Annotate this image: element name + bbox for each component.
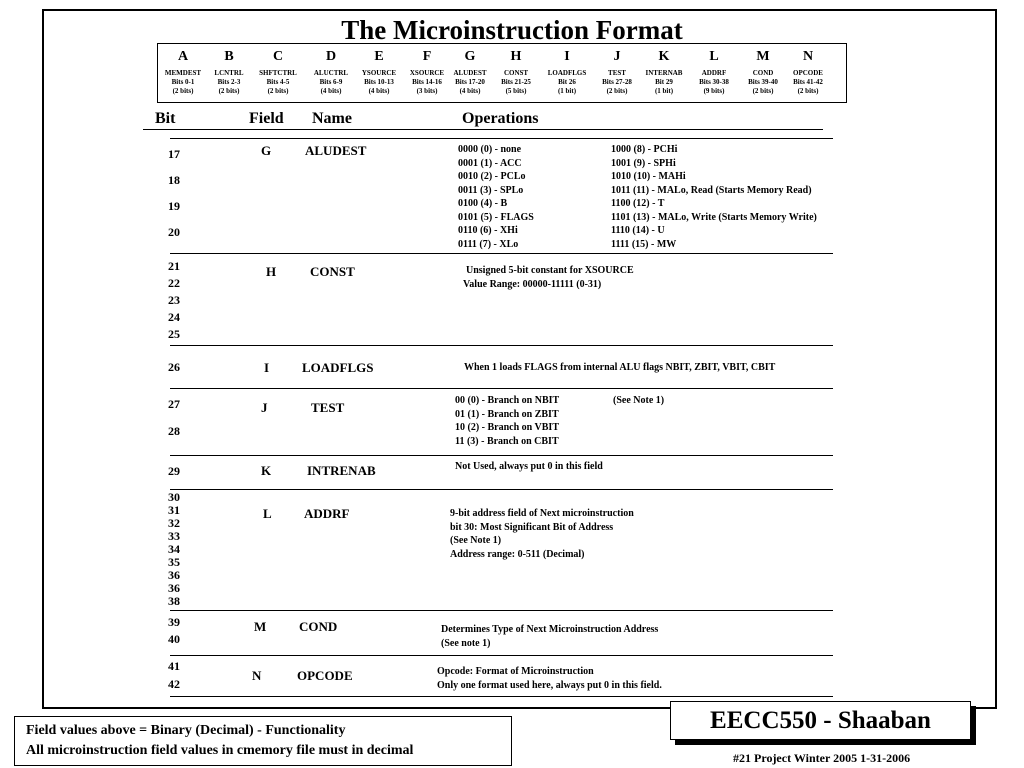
format-field-name: OPCODE: [793, 69, 823, 77]
operation-code: 1100 (12) - T: [611, 198, 665, 209]
format-field-size: (2 bits): [267, 87, 289, 95]
operation-text: Address range: 0-511 (Decimal): [450, 548, 585, 560]
operation-code: 1110 (14) - U: [611, 225, 665, 236]
format-field-l: [686, 44, 742, 96]
format-field-size: (4 bits): [368, 87, 390, 95]
format-field-bits: Bit 26: [558, 78, 576, 86]
format-field-name: LOADFLGS: [547, 69, 587, 77]
header-name: Name: [312, 110, 352, 127]
bit-number: 29: [168, 464, 180, 478]
format-field-bits: Bits 21-25: [501, 78, 531, 86]
operation-code: 0001 (1) - ACC: [458, 157, 522, 169]
bit-number: 33: [168, 529, 180, 543]
operation-note: (See Note 1): [613, 395, 665, 406]
format-field-bits: Bits 39-40: [748, 78, 778, 86]
format-field-letter: K: [658, 49, 670, 64]
field-name: OPCODE: [297, 668, 353, 683]
bit-number: 26: [168, 360, 180, 374]
bit-number: 19: [168, 199, 180, 213]
operation-text: Opcode: Format of Microinstruction: [437, 666, 594, 677]
format-field-letter: D: [325, 49, 337, 64]
bit-number: 22: [168, 276, 180, 290]
header-operations: Operations: [462, 110, 539, 127]
format-field-name: ADDRF: [701, 69, 727, 77]
operation-text: (See note 1): [441, 638, 491, 649]
format-field-name: ALUDEST: [453, 69, 487, 77]
operation-code: 0110 (6) - XHi: [458, 225, 518, 236]
operation-text: (See Note 1): [450, 535, 502, 546]
format-field-size: (1 bit): [557, 87, 577, 95]
header-field: Field: [249, 110, 284, 127]
row-separator: [170, 345, 833, 346]
bit-number: 20: [168, 225, 180, 239]
format-field-letter: H: [510, 49, 522, 64]
bit-number: 39: [168, 615, 180, 629]
bit-number: 25: [168, 327, 180, 341]
field-letter: H: [266, 264, 277, 279]
operation-code: 0100 (4) - B: [458, 198, 508, 209]
note-line-2: All microinstruction field values in cmemory file must in decimal: [26, 743, 414, 758]
format-field-name: TEST: [608, 69, 626, 77]
format-field-bits: Bits 30-38: [699, 78, 729, 86]
format-field-name: LCNTRL: [214, 69, 244, 77]
operation-code: 1000 (8) - PCHi: [611, 144, 678, 155]
format-field-name: YSOURCE: [361, 69, 397, 77]
format-field-bits: Bits 0-1: [171, 78, 195, 86]
field-name: LOADFLGS: [302, 360, 374, 375]
operation-text: Unsigned 5-bit constant for XSOURCE: [466, 265, 634, 276]
format-field-letter: A: [177, 49, 189, 64]
format-field-name: CONST: [503, 69, 529, 77]
format-field-size: (5 bits): [505, 87, 527, 95]
field-letter: J: [261, 400, 268, 415]
format-field-letter: I: [564, 49, 570, 64]
operation-code: 1001 (9) - SPHi: [611, 157, 676, 169]
format-field-size: (4 bits): [459, 87, 481, 95]
format-field-bits: Bits 10-13: [364, 78, 394, 86]
field-name: ADDRF: [304, 506, 350, 521]
course-brand: EECC550 - Shaaban: [670, 701, 971, 740]
bit-number: 36: [168, 581, 180, 595]
format-field-h: [488, 44, 544, 96]
format-summary-box: [157, 43, 847, 103]
bit-number: 34: [168, 542, 180, 556]
format-field-size: (9 bits): [703, 87, 725, 95]
format-field-bits: Bits 6-9: [319, 78, 343, 86]
bit-number: 28: [168, 424, 180, 438]
format-field-size: (2 bits): [172, 87, 194, 95]
bit-number: 27: [168, 397, 180, 411]
note-box: [14, 716, 512, 766]
operation-text: Value Range: 00000-11111 (0-31): [463, 279, 602, 290]
operation-code: 0111 (7) - XLo: [458, 238, 519, 250]
format-field-letter: N: [802, 49, 814, 64]
bit-number: 24: [168, 310, 180, 324]
row-separator: [170, 388, 833, 389]
operation-code: 1011 (11) - MALo, Read (Starts Memory Read): [611, 184, 812, 196]
bit-number: 32: [168, 516, 180, 530]
row-separator: [170, 696, 833, 697]
field-name: ALUDEST: [305, 143, 367, 158]
format-field-bits: Bits 4-5: [266, 78, 290, 86]
operation-code: 0000 (0) - none: [458, 144, 522, 155]
format-field-letter: F: [422, 49, 432, 64]
format-field-size: (2 bits): [606, 87, 628, 95]
format-field-size: (4 bits): [320, 87, 342, 95]
format-field-name: INTERNAB: [645, 69, 683, 77]
format-field-n: [780, 44, 836, 96]
bit-number: 35: [168, 555, 180, 569]
bit-number: 40: [168, 632, 180, 646]
header-rule: [143, 129, 823, 130]
field-letter: L: [263, 506, 272, 521]
format-field-size: (2 bits): [218, 87, 240, 95]
operation-text: Only one format used here, always put 0 in this field.: [437, 680, 662, 691]
field-name: COND: [299, 619, 338, 634]
bit-number: 18: [168, 173, 180, 187]
row-separator: [170, 455, 833, 456]
format-field-size: (3 bits): [416, 87, 438, 95]
format-field-i: [539, 44, 595, 96]
operation-code: 0011 (3) - SPLo: [458, 184, 524, 196]
operation-code: 0010 (2) - PCLo: [458, 171, 526, 182]
field-letter: I: [264, 360, 270, 375]
operation-text: 10 (2) - Branch on VBIT: [455, 422, 559, 433]
bit-number: 31: [168, 503, 180, 517]
format-field-letter: C: [272, 49, 284, 64]
bit-number: 38: [168, 594, 180, 608]
format-field-name: ALUCTRL: [313, 69, 349, 77]
bit-number: 21: [168, 259, 180, 273]
bit-number: 30: [168, 490, 180, 504]
format-field-size: (1 bit): [654, 87, 674, 95]
row-separator: [170, 138, 833, 139]
row-separator: [170, 253, 833, 254]
operation-text: Determines Type of Next Microinstruction Address: [441, 624, 659, 635]
operation-text: bit 30: Most Significant Bit of Address: [450, 521, 614, 533]
operation-text: 11 (3) - Branch on CBIT: [455, 435, 559, 447]
operation-code: 1111 (15) - MW: [611, 238, 677, 250]
format-field-k: [636, 44, 692, 96]
bit-number: 41: [168, 659, 180, 673]
format-field-bits: Bits 27-28: [602, 78, 632, 86]
format-field-name: SHFTCTRL: [259, 69, 297, 77]
format-field-b: [201, 44, 257, 96]
format-field-bits: Bits 14-16: [412, 78, 442, 86]
format-field-letter: B: [224, 49, 234, 64]
format-field-letter: G: [464, 49, 476, 64]
format-field-letter: L: [709, 49, 719, 64]
slide-footer: #21 Project Winter 2005 1-31-2006: [733, 751, 911, 765]
field-letter: M: [254, 619, 267, 634]
field-letter: G: [261, 143, 272, 158]
operation-text: Not Used, always put 0 in this field: [455, 461, 603, 472]
bit-number: 17: [168, 147, 180, 161]
bit-number: 42: [168, 677, 180, 691]
operation-text: 9-bit address field of Next microinstruction: [450, 508, 634, 519]
format-field-bits: Bits 41-42: [793, 78, 823, 86]
page-title: The Microinstruction Format: [341, 15, 683, 45]
format-field-bits: Bits 17-20: [455, 78, 485, 86]
format-field-letter: M: [756, 49, 770, 64]
operation-code: 0101 (5) - FLAGS: [458, 211, 534, 223]
format-field-bits: Bits 2-3: [217, 78, 241, 86]
field-letter: K: [261, 463, 272, 478]
format-field-letter: J: [613, 49, 621, 64]
format-field-name: MEMDEST: [164, 69, 202, 77]
row-separator: [170, 610, 833, 611]
format-field-size: (2 bits): [752, 87, 774, 95]
field-name: TEST: [311, 400, 345, 415]
format-field-bits: Bit 29: [655, 78, 673, 86]
operation-text: 00 (0) - Branch on NBIT: [455, 395, 560, 406]
format-field-c: [250, 44, 306, 96]
bit-number: 36: [168, 568, 180, 582]
operation-code: 1010 (10) - MAHi: [611, 171, 686, 182]
format-field-name: XSOURCE: [409, 69, 445, 77]
header-bit: Bit: [155, 110, 176, 127]
row-separator: [170, 489, 833, 490]
row-separator: [170, 655, 833, 656]
format-field-name: COND: [752, 69, 774, 77]
field-name: INTRENAB: [307, 463, 376, 478]
format-field-letter: E: [374, 49, 384, 64]
format-field-size: (2 bits): [797, 87, 819, 95]
field-letter: N: [252, 668, 262, 683]
operation-code: 1101 (13) - MALo, Write (Starts Memory Write): [611, 211, 817, 223]
operation-text: When 1 loads FLAGS from internal ALU flags NBIT, ZBIT, VBIT, CBIT: [464, 362, 776, 373]
field-name: CONST: [310, 264, 355, 279]
bit-number: 23: [168, 293, 180, 307]
note-line-1: Field values above = Binary (Decimal) - Functionality: [26, 723, 346, 738]
operation-text: 01 (1) - Branch on ZBIT: [455, 408, 559, 420]
